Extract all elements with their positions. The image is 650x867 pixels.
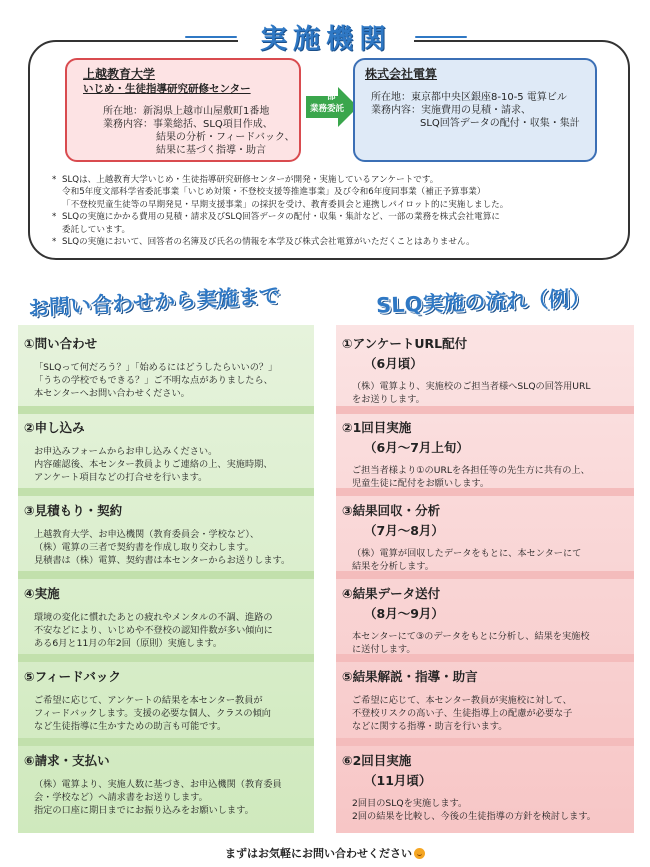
step-body: お申込みフォームからお申し込みください。 内容確認後、本センター教員よりご連絡の上、実施時期、 アンケート項目などの打合せを行います。	[34, 446, 273, 483]
outsourcing-label	[299, 91, 355, 115]
step-body: 「SLQって何だろう？」「始めるにはどうしたらいいの？」 「うちの学校でもできる？」ご不明な点がありましたら、 本センターへお問い合わせください。	[34, 362, 278, 399]
note-3: * SLQの実施において、回答者の名簿及び氏名の情報を本学及び株式会社電算がいただくことはありません。	[52, 236, 622, 248]
divider	[336, 406, 634, 414]
step-heading: ④実施	[24, 586, 60, 601]
step-heading: ④結果データ送付	[342, 586, 441, 601]
divider	[18, 406, 314, 414]
company-work: 業務内容：実施費用の見積・請求、	[371, 105, 531, 116]
flow-step-3	[342, 501, 581, 573]
footer-text: まずはお気軽にお問い合わせください	[225, 847, 412, 860]
note-2: * SLQの実施にかかる費用の見積・請求及びSLQ回答データの配付・収集・集計など、一部の業務を株式会社電算に 委託しています。	[52, 211, 622, 236]
step-body: （株）電算が回収したデータをもとに、本センターにて 結果を分析します。	[352, 548, 582, 572]
flow-step-5	[342, 667, 572, 733]
step-body: （株）電算より、実施人数に基づき、お申込機関（教育委員 会・学校など）へ請求書をお送りします。 指定の口座に期日までにお振り込みをお願いします。	[34, 779, 282, 816]
step-heading: ⑥2回目実施	[342, 753, 412, 768]
step-body: 上越教育大学、お申込機関（教育委員会・学校など）、 （株）電算の三者で契約書を作成し取り交わします。 見積書は（株）電算、契約書は本センターからお送りします。	[34, 529, 291, 566]
outsourcing-label-line1: 一部	[318, 92, 336, 102]
outsourcing-label-line2: 業務委託	[309, 104, 344, 114]
step-period: （6月頃）	[364, 356, 423, 371]
flow-step-6	[342, 751, 596, 823]
step-body: （株）電算より、実施校のご担当者様へSLQの回答用URL をお送りします。	[352, 381, 591, 405]
inquiry-step-6	[24, 751, 282, 817]
flow-step-2	[342, 418, 590, 490]
step-body: ご希望に応じて、アンケートの結果を本センター教員が フィードバックします。支援の必要な個人、クラスの傾向 など生徒指導に生かすための助言も可能です。	[34, 695, 271, 732]
divider	[18, 738, 314, 746]
inquiry-step-4	[24, 584, 273, 650]
inquiry-step-3	[24, 501, 290, 567]
divider	[18, 571, 314, 579]
inquiry-step-5	[24, 667, 271, 733]
center-name: いじめ・生徒指導研究研修センター	[83, 83, 251, 95]
step-heading: ①アンケートURL配付	[342, 336, 468, 351]
step-body: ご担当者様より①のURLを各担任等の先生方に共有の上、 児童生徒に配付をお願いします。	[352, 465, 590, 489]
step-heading: ②1回目実施	[342, 420, 412, 435]
title-decoration-left	[185, 36, 237, 38]
step-heading: ⑤結果解説・指導・助言	[342, 669, 478, 684]
company-box	[353, 58, 597, 162]
step-heading: ⑤フィードバック	[24, 669, 121, 684]
step-period: （6月～7月上旬）	[364, 440, 469, 455]
step-body: 環境の変化に慣れたあとの疲れやメンタルの不調、進路の 不安などにより、いじめや不登校の認知件数が多い傾向に ある6月と11月の年2回（原則）実施します。	[34, 612, 273, 649]
step-heading: ⑥請求・支払い	[24, 753, 110, 768]
step-period: （11月頃）	[364, 773, 432, 788]
flow-step-1	[342, 334, 591, 406]
smile-icon	[414, 848, 425, 859]
note-1: * SLQは、上越教育大学いじめ・生徒指導研究研修センターが開発・実施しているアンケートです。 令和5年度文部科学省委託事業「いじめ対策・不登校支援等推進事業」及び令和6年度同事業（補正予算事業） 「不登校児童生徒等の早期発見・早期支援事業」の採択を受け、教育委員会と連携しパイロット的に実施しました。	[52, 174, 622, 211]
inquiry-section-title: お問い合わせから実施まで	[27, 283, 281, 321]
university-work-3: 結果に基づく指導・助言	[156, 145, 266, 156]
company-work-2: SLQ回答データの配付・収集・集計	[420, 118, 580, 129]
step-heading: ①問い合わせ	[24, 336, 98, 351]
flow-step-4	[342, 584, 590, 656]
flow-section-title: SLQ実施の流れ（例）	[375, 286, 591, 318]
step-period: （8月～9月）	[364, 606, 444, 621]
step-body: 2回目のSLQを実施します。 2回の結果を比較し、今後の生徒指導の方針を検討します。	[352, 798, 596, 822]
divider	[18, 654, 314, 662]
step-heading: ③結果回収・分析	[342, 503, 441, 518]
inquiry-step-1	[24, 334, 277, 400]
university-work-2: 結果の分析・フィードバック、	[156, 132, 295, 143]
inquiry-step-2	[24, 418, 273, 484]
step-period: （7月～8月）	[364, 523, 444, 538]
step-heading: ③見積もり・契約	[24, 503, 123, 518]
step-body: 本センターにて③のデータをもとに分析し、結果を実施校 に送付します。	[352, 631, 590, 655]
divider	[18, 488, 314, 496]
university-address: 所在地：新潟県上越市山屋敷町1番地	[103, 106, 270, 117]
divider	[336, 738, 634, 746]
step-heading: ②申し込み	[24, 420, 85, 435]
company-address: 所在地：東京都中央区銀座8-10-5 電算ビル	[371, 92, 567, 103]
university-box	[65, 58, 301, 162]
organization-title: 実施機関	[238, 17, 414, 57]
title-decoration-right	[415, 36, 467, 38]
notes	[52, 174, 622, 248]
university-work: 業務内容：事業総括、SLQ項目作成、	[103, 119, 273, 130]
company-name: 株式会社電算	[365, 67, 438, 81]
footer-message	[0, 845, 650, 861]
step-body: ご希望に応じて、本センター教員が実施校に対して、 不登校リスクの高い子、生徒指導上の配慮が必要な子 などに関する指導・助言を行います。	[352, 695, 573, 732]
university-name: 上越教育大学	[83, 67, 156, 81]
